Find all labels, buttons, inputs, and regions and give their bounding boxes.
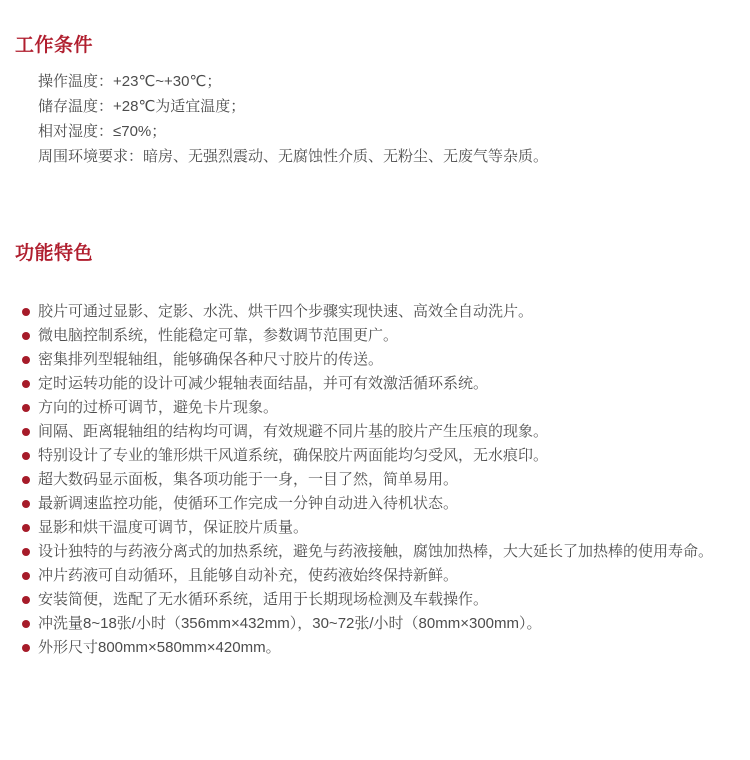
list-item — [22, 300, 714, 324]
feature-text: 显影和烘干温度可调节，保证胶片质量。 — [38, 519, 309, 536]
feature-text: 最新调速监控功能，使循环工作完成一分钟自动进入待机状态。 — [38, 495, 459, 512]
list-item — [22, 636, 714, 660]
list-item — [22, 444, 714, 468]
feature-text: 冲片药液可自动循环，且能够自动补充，使药液始终保持新鲜。 — [38, 567, 459, 584]
bullet-icon — [22, 308, 30, 316]
list-item — [22, 468, 714, 492]
condition-line-storage-temp: 储存温度：+28℃为适宜温度； — [38, 98, 246, 115]
bullet-icon — [22, 356, 30, 364]
feature-text: 密集排列型辊轴组，能够确保各种尺寸胶片的传送。 — [38, 351, 384, 368]
feature-text: 特别设计了专业的雏形烘干风道系统，确保胶片两面能均匀受风，无水痕印。 — [38, 447, 549, 464]
feature-text: 超大数码显示面板，集各项功能于一身，一目了然，简单易用。 — [38, 471, 459, 488]
section-features — [0, 244, 750, 660]
bullet-icon — [22, 428, 30, 436]
list-item — [22, 420, 714, 444]
condition-line-operating-temp: 操作温度：+23℃~+30℃； — [38, 73, 222, 90]
feature-text: 胶片可通过显影、定影、水洗、烘干四个步骤实现快速、高效全自动洗片。 — [38, 303, 534, 320]
bullet-icon — [22, 476, 30, 484]
features-list — [22, 300, 714, 660]
feature-text: 定时运转功能的设计可减少辊轴表面结晶，并可有效激活循环系统。 — [38, 375, 489, 392]
list-item — [22, 492, 714, 516]
bullet-icon — [22, 548, 30, 556]
list-item — [22, 348, 714, 372]
bullet-icon — [22, 620, 30, 628]
features-title: 功能特色 — [15, 243, 94, 264]
working-conditions-body — [38, 69, 750, 169]
bullet-icon — [22, 404, 30, 412]
feature-text: 方向的过桥可调节，避免卡片现象。 — [38, 399, 279, 416]
list-item — [22, 516, 714, 540]
bullet-icon — [22, 332, 30, 340]
feature-text: 冲洗量8~18张/小时（356mm×432mm），30~72张/小时（80mm×300mm）。 — [38, 615, 542, 632]
list-item — [22, 324, 714, 348]
list-item — [22, 372, 714, 396]
feature-text: 安装简便，选配了无水循环系统，适用于长期现场检测及车载操作。 — [38, 591, 489, 608]
bullet-icon — [22, 644, 30, 652]
list-item — [22, 612, 714, 636]
bullet-icon — [22, 596, 30, 604]
bullet-icon — [22, 524, 30, 532]
list-item — [22, 540, 714, 564]
list-item — [22, 396, 714, 420]
feature-text: 间隔、距离辊轴组的结构均可调，有效规避不同片基的胶片产生压痕的现象。 — [38, 423, 549, 440]
bullet-icon — [22, 380, 30, 388]
feature-text: 微电脑控制系统，性能稳定可靠，参数调节范围更广。 — [38, 327, 399, 344]
feature-text: 外形尺寸800mm×580mm×420mm。 — [38, 639, 281, 656]
bullet-icon — [22, 452, 30, 460]
bullet-icon — [22, 500, 30, 508]
condition-line-humidity: 相对湿度：≤70%； — [38, 123, 167, 140]
working-conditions-title: 工作条件 — [15, 35, 94, 56]
feature-text: 设计独特的与药液分离式的加热系统，避免与药液接触，腐蚀加热棒，大大延长了加热棒的使用寿命。 — [38, 543, 714, 560]
list-item — [22, 588, 714, 612]
list-item — [22, 564, 714, 588]
bullet-icon — [22, 572, 30, 580]
section-working-conditions — [0, 36, 750, 169]
condition-line-environment: 周围环境要求：暗房、无强烈震动、无腐蚀性介质、无粉尘、无废气等杂质。 — [38, 148, 549, 165]
